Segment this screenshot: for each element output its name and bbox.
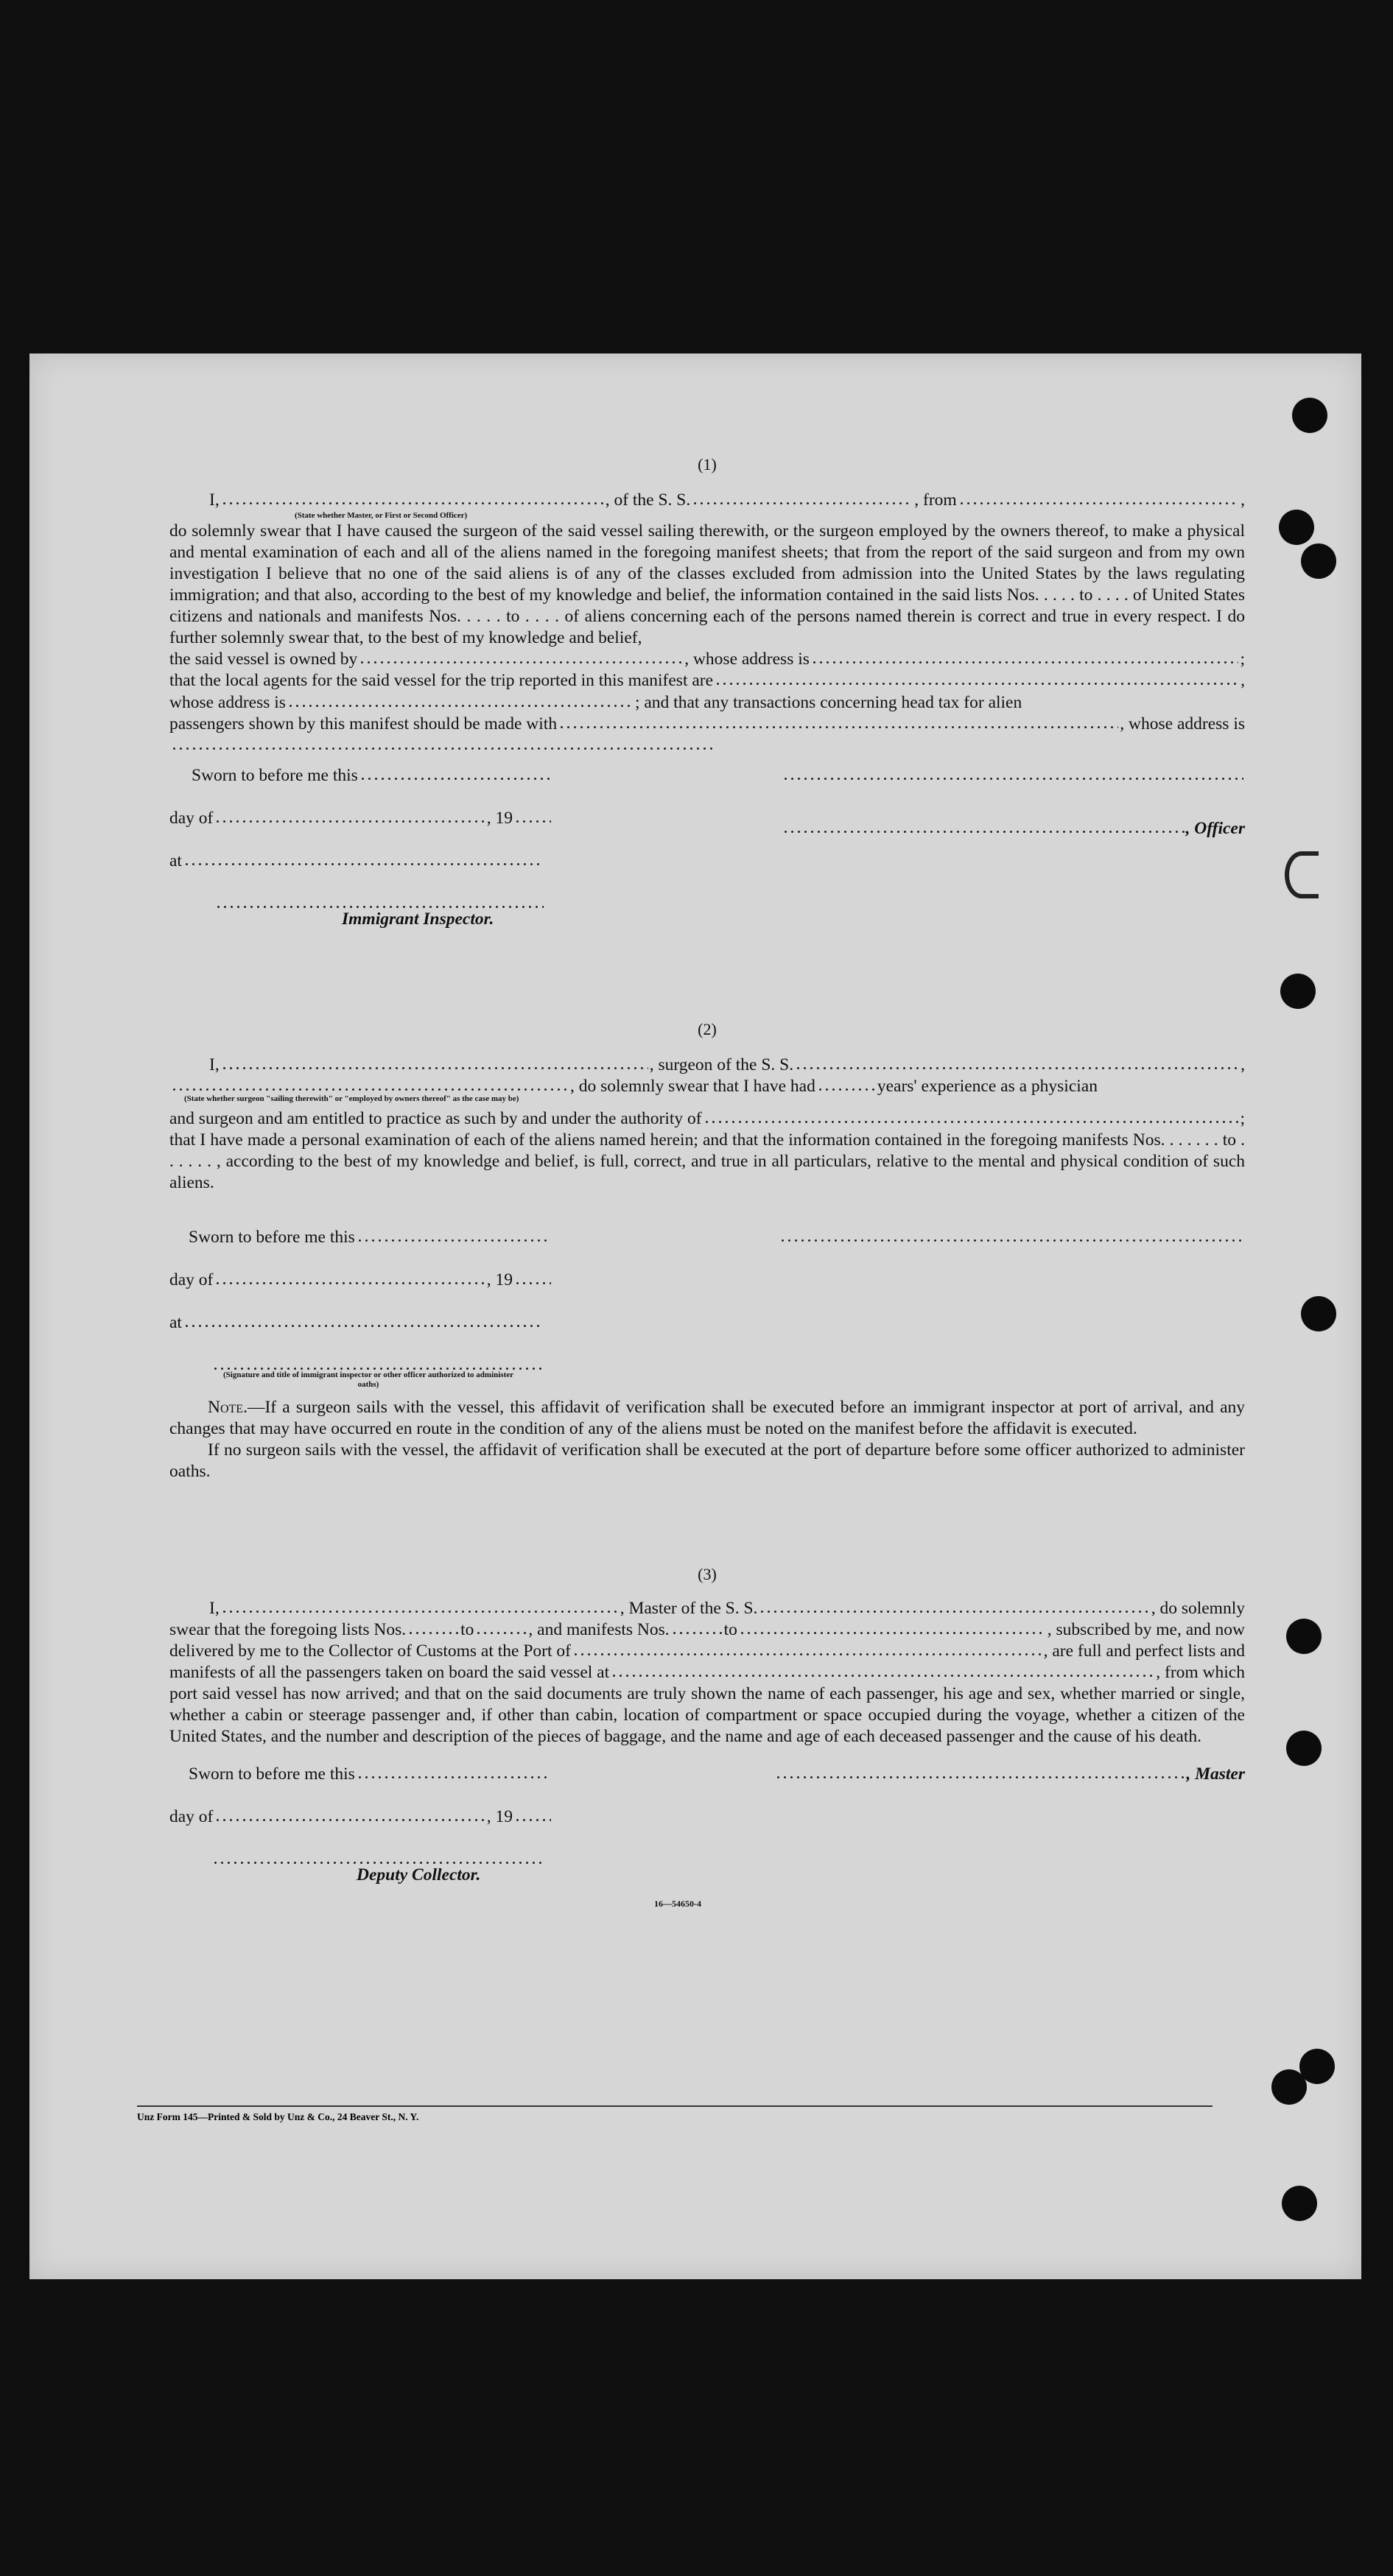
text: ,: [1241, 1055, 1245, 1075]
text: ,: [1241, 490, 1245, 510]
section-1-body: do solemnly swear that I have caused the surgeon of the said vessel sailing therewith, or the surgeon employed by the owners thereof, to make a physical and mental examination of each and all of the aliens named in the foregoing manifest sheets; that from the report of the said surgeon and from my own investigation I believe that no one of the said aliens is of any of the classes excluded from admission into the United States by the laws regulating immigration; and that also, according to the best of my knowledge and belief, the information contained in the said lists Nos. . . . . to . . . . of United States citizens and nationals and manifests Nos. . . . . to . . . . of aliens concerning each of the persons named therein is correct and true in every respect. I do further solemnly swear that, to the best of my knowledge and belief,: [169, 521, 1245, 648]
punch-hole: [1285, 851, 1319, 898]
text: , Master of the S. S.: [620, 1598, 758, 1618]
punch-hole: [1286, 1619, 1322, 1654]
form-code: 16—54650-4: [654, 1898, 701, 1910]
punch-hole: [1271, 2069, 1307, 2105]
blank-field: [183, 1312, 544, 1327]
blank-field: [572, 1641, 1042, 1656]
note-paragraph-2: If no surgeon sails with the vessel, the affidavit of verification shall be executed at the port of departure before some officer authorized to administer oaths.: [169, 1440, 1245, 1481]
signature-field: [782, 765, 1243, 781]
text: manifests of all the passengers taken on board the said vessel at: [169, 1663, 610, 1683]
punch-hole: [1301, 1296, 1336, 1331]
punch-hole: [1292, 398, 1327, 433]
blank-field: [359, 765, 551, 781]
text: , do solemnly swear that I have had: [570, 1077, 815, 1097]
text: years' experience as a physician: [877, 1077, 1098, 1097]
text: delivered by me to the Collector of Customs at the Port of: [169, 1641, 571, 1661]
text: swear that the foregoing lists Nos.: [169, 1619, 407, 1639]
sworn-row: [169, 1764, 1245, 1806]
blank-field: [558, 714, 1118, 729]
text: and surgeon and am entitled to practice as such by and under the authority of: [169, 1109, 702, 1129]
section-1-line-1: [169, 490, 1245, 511]
text: , from which: [1156, 1663, 1245, 1683]
passengers-line: [169, 714, 1245, 735]
sub-note: (State whether Master, or First or Second Officer): [295, 511, 468, 521]
year-label: , 19: [486, 1807, 513, 1827]
blank-field: [171, 735, 716, 750]
footer-rule: [137, 2105, 1213, 2107]
blank-field: [183, 851, 544, 866]
blank-field: [671, 1619, 723, 1635]
signature-field: [212, 1354, 544, 1370]
punch-hole: [1280, 974, 1316, 1009]
section-2-line-3: [169, 1108, 1245, 1130]
day-label: day of: [169, 1270, 214, 1289]
text: , whose address is: [1120, 714, 1245, 733]
sworn-label: Sworn to before me this: [189, 1227, 355, 1247]
text: ;: [1240, 650, 1245, 669]
document-page: [29, 353, 1361, 2279]
blank-field: [221, 1055, 648, 1070]
blank-field: [214, 808, 485, 823]
day-label: day of: [169, 808, 214, 828]
sworn-row: [169, 1226, 1245, 1269]
note-paragraph: [169, 1397, 1245, 1440]
collector-label: Deputy Collector.: [357, 1865, 481, 1885]
section-3-line-1: [169, 1598, 1245, 1619]
text: , surgeon of the S. S.: [649, 1055, 794, 1075]
sworn-label: Sworn to before me this: [189, 1764, 355, 1784]
section-2-number: (2): [698, 1019, 717, 1038]
blank-field: [171, 1076, 569, 1091]
text: passengers shown by this manifest should be made with: [169, 714, 558, 733]
sub-note: (State whether surgeon "sailing therewith" or "employed by owners thereof" as the case may be): [184, 1094, 519, 1104]
section-3-line-2: [169, 1619, 1245, 1641]
section-2-body: that I have made a personal examination of each of the aliens named herein; and that the information contained in the foregoing manifests Nos. . . . . . . to . . . . . . , according to the best of my knowledge and belief, is full, correct, and true in all particulars, relative to the mental and physical condition of such aliens.: [169, 1130, 1245, 1193]
blank-field: [359, 649, 683, 664]
blank-field: [817, 1076, 876, 1091]
signature-field: [779, 1226, 1243, 1242]
day-label: day of: [169, 1807, 214, 1827]
note-label: Note.: [208, 1397, 248, 1417]
text: to: [460, 1619, 474, 1639]
footer: [137, 2105, 1213, 2123]
punch-hole: [1279, 510, 1314, 545]
blank-field: [958, 490, 1239, 505]
text: I,: [209, 1055, 220, 1075]
blank-field: [759, 1598, 1149, 1613]
text: ,: [1241, 671, 1245, 691]
blank-field: [475, 1619, 527, 1635]
inspector-sig-line: [169, 893, 545, 909]
text: , and manifests Nos.: [528, 1619, 670, 1639]
text: the said vessel is owned by: [169, 650, 358, 669]
blank-field: [703, 1108, 1239, 1124]
blank-field: [514, 1269, 551, 1284]
blank-field: [214, 1269, 485, 1284]
at-label: at: [169, 1312, 182, 1332]
text: , of the S. S.: [605, 490, 691, 510]
text: that the local agents for the said vessel for the trip reported in this manifest are: [169, 671, 714, 691]
sworn-label: Sworn to before me this: [192, 765, 358, 785]
blank-field: [514, 808, 551, 823]
printer-credit: Unz Form 145—Printed & Sold by Unz & Co., 24 Beaver St., N. Y.: [137, 2111, 419, 2122]
section-3-number: (3): [698, 1564, 717, 1583]
signature-field: [215, 893, 544, 909]
at-label: at: [169, 851, 182, 870]
blank-field: [692, 490, 913, 505]
text: , from: [914, 490, 957, 510]
whose-line: [169, 691, 1245, 713]
text: ; and that any transactions concerning head tax for alien: [634, 692, 1022, 712]
blank-field: [514, 1806, 551, 1822]
day-row: [169, 1269, 1245, 1312]
punch-hole: [1301, 543, 1336, 579]
text: ;: [1240, 1109, 1245, 1129]
text: , are full and perfect lists and: [1043, 1641, 1245, 1661]
officer-field: [782, 818, 1185, 834]
day-row: [169, 1806, 1245, 1849]
punch-hole: [1286, 1731, 1322, 1766]
blank-field: [221, 490, 604, 505]
blank-field: [221, 1598, 619, 1613]
blank-field: [357, 1764, 548, 1779]
blank-field: [715, 670, 1239, 686]
section-1-number: (1): [698, 455, 717, 474]
text: I,: [209, 490, 220, 510]
owned-line: [169, 649, 1245, 670]
text: to: [723, 1619, 737, 1639]
year-label: , 19: [486, 808, 513, 828]
punch-hole: [1282, 2186, 1317, 2221]
blank-field: [739, 1619, 1046, 1635]
trailing-dots: [169, 735, 1245, 750]
signature-note: (Signature and title of immigrant inspector or other officer authorized to administer oaths): [222, 1370, 514, 1389]
section-3-line-4: [169, 1662, 1245, 1683]
blank-field: [811, 649, 1239, 664]
text: , do solemnly: [1151, 1598, 1245, 1618]
year-label: , 19: [486, 1270, 513, 1289]
section-2-line-1: [169, 1055, 1245, 1076]
inspector-label: Immigrant Inspector.: [342, 909, 494, 929]
at-row: [169, 851, 1245, 893]
blank-field: [357, 1226, 548, 1242]
officer-label: , Officer: [1185, 818, 1245, 838]
blank-field: [214, 1806, 485, 1822]
text: , whose address is: [684, 650, 810, 669]
text: , subscribed by me, and now: [1047, 1619, 1245, 1639]
inspector-sig-line: [169, 1354, 545, 1370]
text: I,: [209, 1598, 220, 1618]
blank-field: [407, 1619, 459, 1635]
at-row: [169, 1312, 1245, 1354]
signature-field: [212, 1849, 544, 1865]
note-text: —If a surgeon sails with the vessel, this affidavit of verification shall be executed before an immigrant inspector at port of arrival, and any changes that may have occurred en route in the condition of any of the aliens must be noted on the manifest before the affidavit is executed.: [169, 1397, 1245, 1438]
master-label: , Master: [1186, 1764, 1245, 1784]
section-3-body: port said vessel has now arrived; and that on the said documents are truly shown the name of each passenger, his age and sex, whether married or single, whether a cabin or steerage passenger and, if other than cabin, location of compartment or space occupied during the voyage, whether a citizen of the United States, and the number and description of the pieces of baggage, and the name and age of each deceased passenger and the cause of his death.: [169, 1684, 1245, 1747]
agents-line: [169, 670, 1245, 691]
blank-field: [611, 1662, 1154, 1678]
blank-field: [795, 1055, 1239, 1070]
blank-field: [287, 691, 634, 707]
day-row: [169, 808, 1245, 851]
text: whose address is: [169, 692, 286, 712]
master-field: [775, 1764, 1185, 1779]
sworn-row: [169, 765, 1245, 808]
section-3-line-3: [169, 1641, 1245, 1662]
affidavit-content: [169, 454, 1245, 1911]
collector-sig-line: [169, 1849, 545, 1865]
